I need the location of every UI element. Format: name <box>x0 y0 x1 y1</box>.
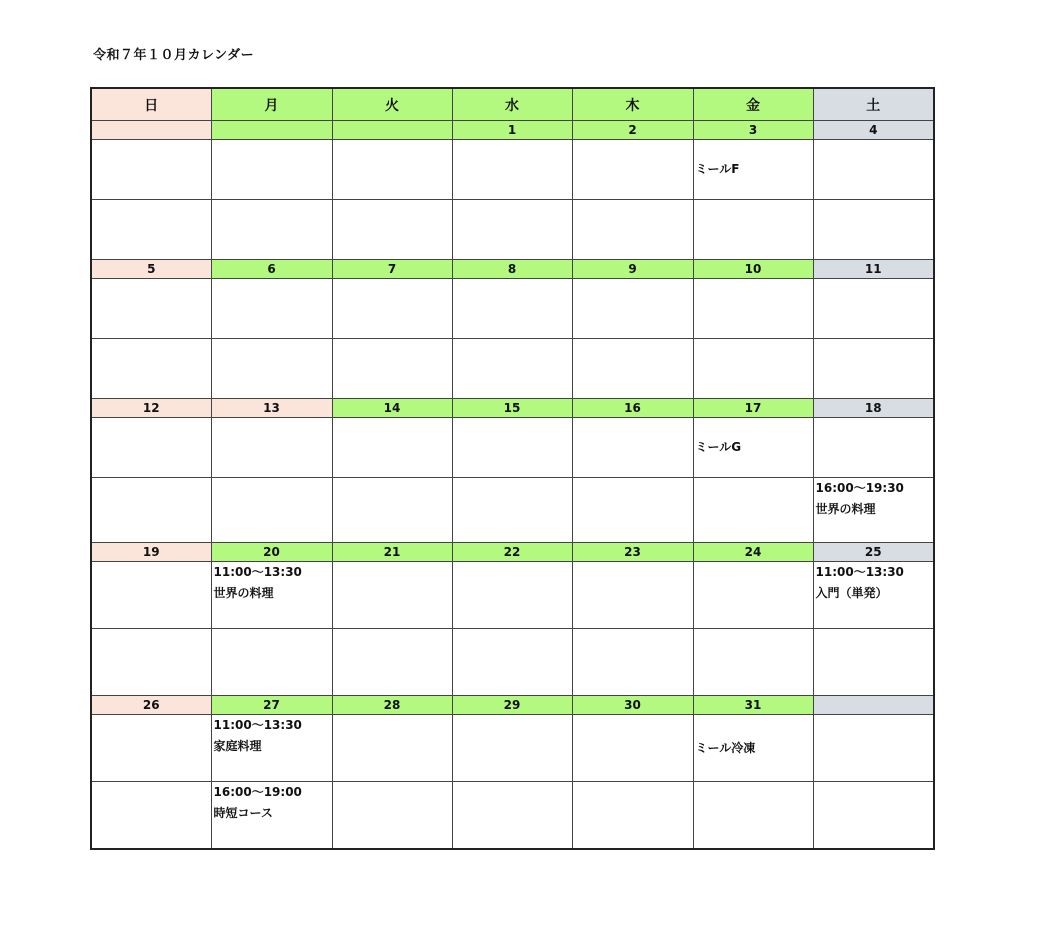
day-cell[interactable] <box>813 418 934 478</box>
weekday-header-fri: 金 <box>693 88 813 121</box>
event-text: ミール冷凍 <box>695 740 756 755</box>
date-number: 27 <box>211 696 332 715</box>
date-number-row <box>91 399 934 418</box>
date-number <box>813 696 934 715</box>
date-number <box>332 121 452 140</box>
day-cell[interactable] <box>813 140 934 200</box>
day-cell[interactable] <box>211 279 332 339</box>
date-number: 18 <box>813 399 934 418</box>
day-cell[interactable] <box>332 562 452 629</box>
day-cell[interactable] <box>211 478 332 543</box>
event-row <box>91 562 934 629</box>
weekday-header-sat: 土 <box>813 88 934 121</box>
day-cell[interactable] <box>572 279 693 339</box>
day-cell[interactable] <box>813 562 934 629</box>
event-row <box>91 629 934 696</box>
date-number: 29 <box>452 696 572 715</box>
day-cell[interactable] <box>572 562 693 629</box>
day-cell[interactable] <box>452 418 572 478</box>
date-number: 7 <box>332 260 452 279</box>
day-cell[interactable] <box>452 629 572 696</box>
day-cell[interactable] <box>572 200 693 260</box>
calendar-grid <box>90 87 935 850</box>
date-number: 5 <box>91 260 211 279</box>
day-cell[interactable] <box>452 715 572 782</box>
day-cell[interactable] <box>332 200 452 260</box>
day-cell[interactable] <box>211 629 332 696</box>
calendar-title: 令和７年１０月カレンダー <box>93 48 255 63</box>
day-cell[interactable] <box>693 200 813 260</box>
date-number: 17 <box>693 399 813 418</box>
date-number: 19 <box>91 543 211 562</box>
event-row <box>91 279 934 339</box>
day-cell[interactable] <box>693 418 813 478</box>
date-number: 1 <box>452 121 572 140</box>
event-text: ミールF <box>695 162 740 176</box>
event-row <box>91 782 934 850</box>
date-number: 22 <box>452 543 572 562</box>
day-cell[interactable] <box>813 279 934 339</box>
day-cell[interactable] <box>91 339 211 399</box>
day-cell[interactable] <box>211 418 332 478</box>
event-row <box>91 478 934 543</box>
event-text: 16:00〜19:30 世界の料理 <box>815 481 904 516</box>
day-cell[interactable] <box>91 478 211 543</box>
day-cell[interactable] <box>572 715 693 782</box>
date-number: 9 <box>572 260 693 279</box>
weekday-header-mon: 月 <box>211 88 332 121</box>
event-row <box>91 200 934 260</box>
day-cell[interactable] <box>693 279 813 339</box>
day-cell[interactable] <box>572 782 693 850</box>
day-cell[interactable] <box>572 478 693 543</box>
date-number: 15 <box>452 399 572 418</box>
day-cell[interactable] <box>572 140 693 200</box>
date-number <box>211 121 332 140</box>
date-number: 8 <box>452 260 572 279</box>
date-number-row <box>91 696 934 715</box>
date-number: 26 <box>91 696 211 715</box>
event-row <box>91 715 934 782</box>
day-cell[interactable] <box>693 715 813 782</box>
day-cell[interactable] <box>332 629 452 696</box>
day-cell[interactable] <box>91 200 211 260</box>
day-cell[interactable] <box>91 279 211 339</box>
day-cell[interactable] <box>572 339 693 399</box>
day-cell[interactable] <box>693 782 813 850</box>
day-cell[interactable] <box>813 629 934 696</box>
event-text: 11:00〜13:30 入門（単発） <box>815 565 904 600</box>
day-cell[interactable] <box>452 200 572 260</box>
day-cell[interactable] <box>813 339 934 399</box>
weekday-header-wed: 水 <box>452 88 572 121</box>
day-cell[interactable] <box>693 140 813 200</box>
day-cell[interactable] <box>211 140 332 200</box>
day-cell[interactable] <box>813 715 934 782</box>
event-row <box>91 140 934 200</box>
event-text: 16:00〜19:00 時短コース <box>213 785 302 820</box>
day-cell[interactable] <box>693 629 813 696</box>
day-cell[interactable] <box>211 200 332 260</box>
day-cell[interactable] <box>452 279 572 339</box>
date-number: 24 <box>693 543 813 562</box>
day-cell[interactable] <box>332 715 452 782</box>
day-cell[interactable] <box>332 140 452 200</box>
day-cell[interactable] <box>91 418 211 478</box>
day-cell[interactable] <box>813 478 934 543</box>
day-cell[interactable] <box>332 478 452 543</box>
date-number: 20 <box>211 543 332 562</box>
date-number: 10 <box>693 260 813 279</box>
day-cell[interactable] <box>91 562 211 629</box>
day-cell[interactable] <box>91 629 211 696</box>
date-number-row <box>91 121 934 140</box>
day-cell[interactable] <box>693 562 813 629</box>
day-cell[interactable] <box>91 715 211 782</box>
date-number: 6 <box>211 260 332 279</box>
date-number: 30 <box>572 696 693 715</box>
day-cell[interactable] <box>693 478 813 543</box>
day-cell[interactable] <box>211 339 332 399</box>
weekday-header-sun: 日 <box>91 88 211 121</box>
date-number: 25 <box>813 543 934 562</box>
day-cell[interactable] <box>211 562 332 629</box>
date-number: 11 <box>813 260 934 279</box>
date-number: 13 <box>211 399 332 418</box>
event-row <box>91 339 934 399</box>
date-number: 12 <box>91 399 211 418</box>
event-text: 11:00〜13:30 家庭料理 <box>213 718 302 753</box>
day-cell[interactable] <box>813 782 934 850</box>
date-number: 3 <box>693 121 813 140</box>
day-cell[interactable] <box>572 418 693 478</box>
date-number: 21 <box>332 543 452 562</box>
date-number-row <box>91 260 934 279</box>
date-number: 2 <box>572 121 693 140</box>
date-number-row <box>91 543 934 562</box>
date-number: 23 <box>572 543 693 562</box>
date-number <box>91 121 211 140</box>
day-cell[interactable] <box>452 562 572 629</box>
event-text: 11:00〜13:30 世界の料理 <box>213 565 302 600</box>
day-cell[interactable] <box>693 339 813 399</box>
day-cell[interactable] <box>211 782 332 850</box>
date-number: 14 <box>332 399 452 418</box>
day-cell[interactable] <box>452 140 572 200</box>
weekday-header-thu: 木 <box>572 88 693 121</box>
day-cell[interactable] <box>572 629 693 696</box>
day-cell[interactable] <box>91 782 211 850</box>
date-number: 28 <box>332 696 452 715</box>
day-cell[interactable] <box>332 782 452 850</box>
day-cell[interactable] <box>332 418 452 478</box>
weekday-header-tue: 火 <box>332 88 452 121</box>
day-cell[interactable] <box>91 140 211 200</box>
day-cell[interactable] <box>813 200 934 260</box>
day-cell[interactable] <box>211 715 332 782</box>
weekday-header-row <box>91 88 934 121</box>
day-cell[interactable] <box>452 478 572 543</box>
day-cell[interactable] <box>452 782 572 850</box>
date-number: 4 <box>813 121 934 140</box>
day-cell[interactable] <box>452 339 572 399</box>
date-number: 31 <box>693 696 813 715</box>
day-cell[interactable] <box>332 279 452 339</box>
event-row <box>91 418 934 478</box>
event-text: ミールG <box>695 440 742 454</box>
day-cell[interactable] <box>332 339 452 399</box>
date-number: 16 <box>572 399 693 418</box>
